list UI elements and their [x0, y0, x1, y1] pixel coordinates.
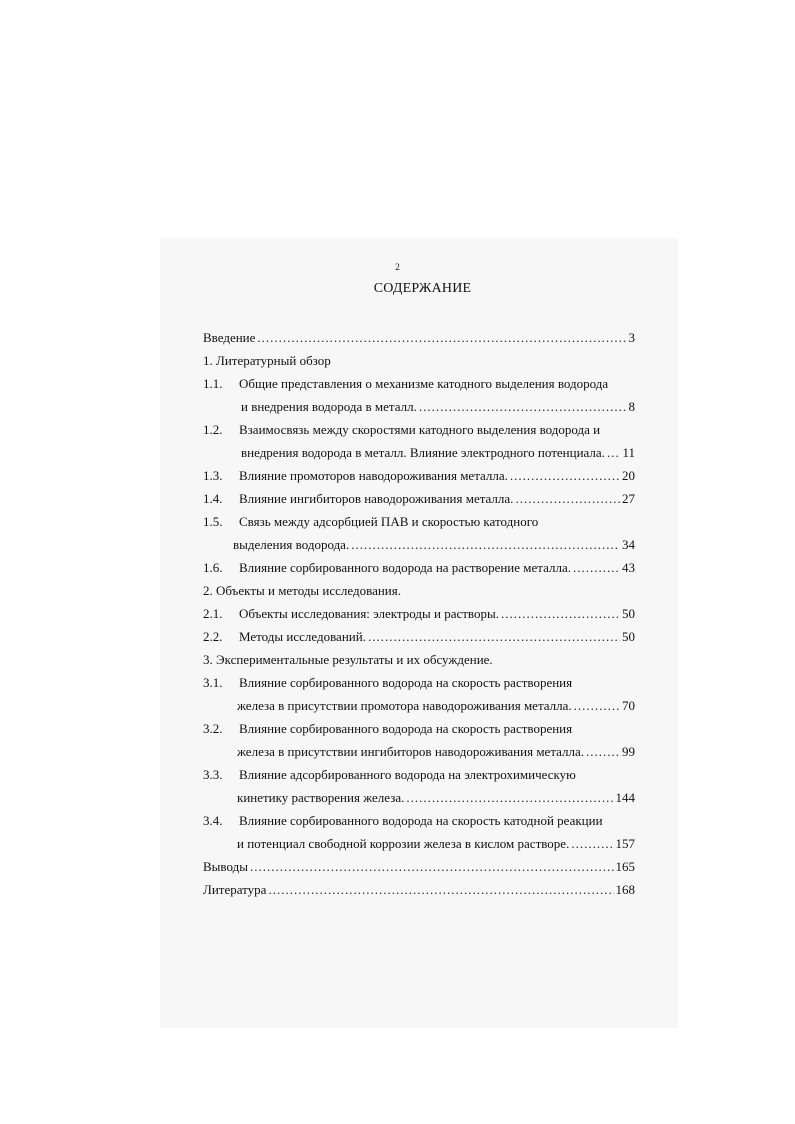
dot-leader — [368, 625, 620, 648]
dot-leader — [573, 556, 620, 579]
toc-entry-1-6 — [203, 556, 635, 579]
dot-leader — [515, 487, 620, 510]
toc-entry-label: Влияние адсорбированного водорода на электрохимическую — [239, 767, 576, 782]
toc-entry-3-1-cont — [203, 694, 635, 717]
toc-entry-number: 3.3. — [203, 767, 223, 782]
toc-page-number: 50 — [622, 629, 635, 644]
toc-entry-label-cont: и внедрения водорода в металл. — [241, 399, 417, 414]
toc-entry-number: 1.6. — [203, 560, 223, 575]
toc-entry-3-2-cont — [203, 740, 635, 763]
toc-entry-label-cont: и потенциал свободной коррозии железа в кислом растворе. — [237, 836, 570, 851]
toc-entry-3-3 — [203, 763, 635, 786]
dot-leader — [257, 326, 626, 349]
toc-page-number: 11 — [622, 445, 635, 460]
toc-entry-label: Влияние сорбированного водорода на растворение металла. — [239, 560, 571, 575]
toc-entry-label: Введение — [203, 330, 256, 345]
toc-page-number: 99 — [622, 744, 635, 759]
toc-entry-label: Влияние сорбированного водорода на скорость растворения — [239, 721, 573, 736]
toc-part-label: 2. Объекты и методы исследования. — [203, 583, 401, 598]
toc-part-2 — [203, 579, 635, 602]
dot-leader — [574, 694, 620, 717]
toc-page-number: 8 — [628, 399, 635, 414]
table-of-contents — [203, 326, 635, 901]
toc-entry-label-cont: внедрения водорода в металл. Влияние электродного потенциала. — [241, 445, 605, 460]
toc-entry-1-2-cont — [203, 441, 635, 464]
toc-entry-1-1 — [203, 372, 635, 395]
toc-page-number: 168 — [615, 882, 635, 897]
toc-entry-3-1 — [203, 671, 635, 694]
toc-entry-label-cont: кинетику растворения железа. — [237, 790, 405, 805]
toc-entry-number: 1.3. — [203, 468, 223, 483]
dot-leader — [419, 395, 627, 418]
toc-entry-label: Объекты исследования: электроды и растворы. — [239, 606, 499, 621]
toc-entry-1-2 — [203, 418, 635, 441]
toc-entry-number: 2.1. — [203, 606, 223, 621]
toc-page-number: 70 — [622, 698, 635, 713]
toc-entry-1-3 — [203, 464, 635, 487]
toc-entry-3-4 — [203, 809, 635, 832]
toc-entry-label: Взаимосвязь между скоростями катодного выделения водорода и — [239, 422, 601, 437]
toc-entry-label: Связь между адсорбцией ПАВ и скоростью катодного — [239, 514, 539, 529]
toc-page-number: 34 — [622, 537, 635, 552]
toc-entry-number: 1.1. — [203, 376, 223, 391]
page-title: СОДЕРЖАНИЕ — [373, 281, 472, 296]
toc-entry-3-3-cont — [203, 786, 635, 809]
toc-entry-3-2 — [203, 717, 635, 740]
toc-page-number: 20 — [622, 468, 635, 483]
toc-entry-3-4-cont — [203, 832, 635, 855]
dot-leader — [586, 740, 620, 763]
toc-entry-1-5-cont — [203, 533, 635, 556]
toc-page-number: 165 — [615, 859, 635, 874]
toc-entry-number: 1.5. — [203, 514, 223, 529]
toc-entry-label: Выводы — [203, 859, 248, 874]
toc-page-number: 157 — [615, 836, 635, 851]
toc-entry-number: 3.4. — [203, 813, 223, 828]
toc-entry-label-cont: выделения водорода. — [233, 537, 350, 552]
toc-entry-2-2 — [203, 625, 635, 648]
toc-entry-number: 3.2. — [203, 721, 223, 736]
toc-entry-label: Влияние сорбированного водорода на скорость катодной реакции — [239, 813, 603, 828]
toc-entry-references — [203, 878, 635, 901]
toc-entry-conclusions — [203, 855, 635, 878]
dot-leader — [406, 786, 613, 809]
toc-part-label: 1. Литературный обзор — [203, 353, 331, 368]
dot-leader — [250, 855, 614, 878]
dot-leader — [351, 533, 620, 556]
toc-page-number: 43 — [622, 560, 635, 575]
toc-part-1 — [203, 349, 635, 372]
toc-entry-1-1-cont — [203, 395, 635, 418]
page-number: 2 — [395, 262, 400, 272]
toc-entry-2-1 — [203, 602, 635, 625]
toc-page-number: 3 — [628, 330, 635, 345]
toc-entry-1-5 — [203, 510, 635, 533]
toc-entry-label: Общие представления о механизме катодного выделения водорода — [239, 376, 609, 391]
dot-leader — [571, 832, 613, 855]
dot-leader — [501, 602, 620, 625]
toc-entry-1-4 — [203, 487, 635, 510]
toc-entry-number: 1.2. — [203, 422, 223, 437]
toc-entry-number: 2.2. — [203, 629, 223, 644]
dot-leader — [607, 441, 621, 464]
toc-page-number: 50 — [622, 606, 635, 621]
toc-page-number: 27 — [622, 491, 635, 506]
toc-entry-number: 3.1. — [203, 675, 223, 690]
toc-part-label: 3. Экспериментальные результаты и их обсуждение. — [203, 652, 493, 667]
toc-page-number: 144 — [615, 790, 635, 805]
toc-entry-label-cont: железа в присутствии промотора наводороживания металла. — [237, 698, 572, 713]
toc-entry-intro — [203, 326, 635, 349]
toc-entry-label: Влияние ингибиторов наводороживания металла. — [239, 491, 514, 506]
toc-entry-label: Влияние промоторов наводороживания металла. — [239, 468, 508, 483]
toc-entry-number: 1.4. — [203, 491, 223, 506]
toc-entry-label: Литература — [203, 882, 267, 897]
toc-entry-label: Методы исследований. — [239, 629, 366, 644]
toc-part-3 — [203, 648, 635, 671]
dot-leader — [510, 464, 620, 487]
toc-entry-label: Влияние сорбированного водорода на скорость растворения — [239, 675, 573, 690]
toc-entry-label-cont: железа в присутствии ингибиторов наводороживания металла. — [237, 744, 585, 759]
dot-leader — [268, 878, 613, 901]
